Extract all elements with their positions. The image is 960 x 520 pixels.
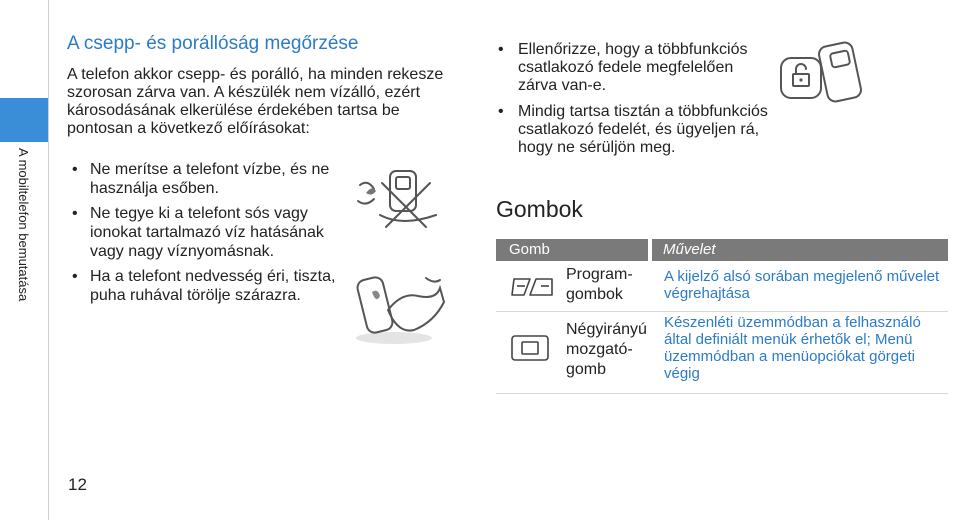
list-item: • Mindig tartsa tisztán a többfunkciós csatlakozó fedelét, és ügyeljen rá, hogy ne sérüljön meg. bbox=[496, 103, 776, 157]
key-action: Készenléti üzemmódban a felhasználó által definiált menük érhetők el; Menü üzemmódban a menüopciókat görgeti végig bbox=[664, 314, 921, 382]
sidebar bbox=[0, 0, 48, 520]
connector-cover-list bbox=[496, 41, 776, 165]
page-number: 12 bbox=[68, 475, 87, 494]
list-item: • Ne tegye ki a telefont sós vagy ionokat tartalmazó víz hatásának vagy nagy víznyomásnak. bbox=[70, 204, 360, 261]
table-row bbox=[496, 314, 948, 394]
key-name-line: mozgató- bbox=[566, 341, 633, 358]
intro-paragraph: A telefon akkor csepp- és poráll​ó, ha minden rekesze szorosan zárva van. A készülék nem vízálló, ezért károsodásának elkerülése érdekében tartsa be pontosan a következő előírásokat: bbox=[67, 66, 444, 137]
list-item: • Ne merítse a telefont vízbe, és ne használja esőben. bbox=[70, 160, 360, 198]
table-row bbox=[496, 264, 948, 312]
column-header-key: Gomb bbox=[496, 239, 648, 261]
section-title-text: A mobiltelefon bemutatása bbox=[16, 148, 31, 302]
column-header-action: Művelet bbox=[652, 239, 948, 261]
key-name bbox=[566, 320, 647, 380]
section-title-vertical bbox=[6, 148, 42, 328]
key-name-line: gomb bbox=[566, 361, 607, 378]
softkeys-icon bbox=[510, 276, 556, 298]
key-name-line: gombok bbox=[566, 286, 623, 303]
section-heading: Gombok bbox=[496, 196, 583, 222]
sidebar-divider bbox=[48, 0, 49, 520]
key-name bbox=[566, 265, 633, 305]
table-header bbox=[496, 239, 948, 261]
wipe-phone-icon bbox=[352, 270, 452, 350]
list-item: • Ha a telefont nedvesség éri, tiszta, puha ruhával törölje szárazra. bbox=[70, 267, 360, 305]
key-name-line: Program- bbox=[566, 266, 633, 283]
key-name-line: Négyirányú bbox=[566, 321, 647, 338]
navigation-key-icon bbox=[510, 334, 550, 362]
list-item: • Ellenőrizze, hogy a többfunkciós csatlakozó fedele megfelelően zárva van-e. bbox=[496, 41, 776, 95]
precautions-list bbox=[70, 160, 360, 311]
page-heading: A csepp- és porállóság megőrzése bbox=[67, 33, 359, 54]
key-action: A kijelző alsó sorában megjelenő művelet végrehajtása bbox=[664, 268, 940, 302]
no-water-phone-icon bbox=[352, 165, 444, 235]
locked-connector-icon bbox=[775, 40, 875, 120]
section-tab-marker bbox=[0, 98, 48, 142]
